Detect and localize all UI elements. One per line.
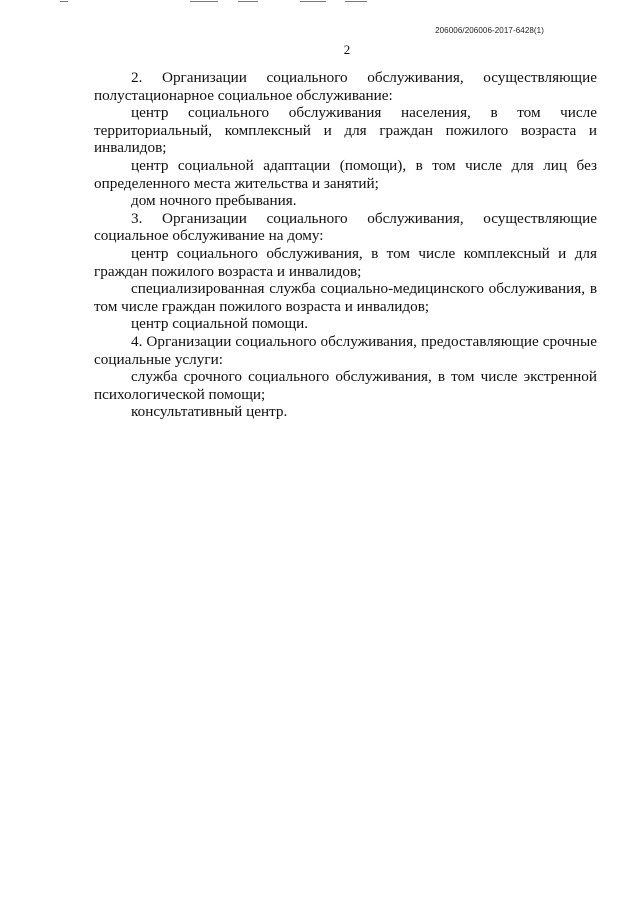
scan-artifacts — [0, 0, 640, 6]
paragraph-item: центр социальной адаптации (помощи), в том числе для лиц без определенного места жительства и занятий; — [94, 156, 597, 192]
paragraph-item: дом ночного пребывания. — [131, 192, 297, 210]
paragraph-item: центр социального обслуживания населения, в том числе территориальный, комплексный и для граждан пожилого возраста и инвалидов; — [94, 104, 597, 157]
scan-speck — [345, 1, 367, 2]
document-id: 206006/206006-2017-6428(1) — [435, 26, 544, 35]
paragraph-item: консультативный центр. — [131, 403, 288, 421]
document-body — [94, 69, 597, 421]
paragraph-item: центр социальной помощи. — [131, 315, 309, 333]
paragraph-section-4-heading: 4. Организации социального обслуживания, предоставляющие срочные социальные услуги: — [94, 332, 597, 368]
scan-speck — [238, 1, 258, 2]
paragraph-item: служба срочного социального обслуживания, в том числе экстренной психологической помощи; — [94, 368, 597, 403]
scan-speck — [300, 1, 326, 2]
paragraph-item: центр социального обслуживания, в том числе комплексный и для граждан пожилого возраста и инвалидов; — [94, 244, 597, 280]
paragraph-item: специализированная служба социально-медицинского обслуживания, в том числе граждан пожилого возраста и инвалидов; — [94, 280, 597, 315]
scan-speck — [60, 1, 68, 2]
paragraph-section-3-heading: 3. Организации социального обслуживания, осуществляющие социальное обслуживание на дому: — [94, 209, 597, 245]
paragraph-section-2-heading: 2. Организации социального обслуживания, осуществляющие полустационарное социальное обслуживание: — [94, 69, 597, 104]
page-number: 2 — [343, 42, 351, 57]
scan-speck — [190, 1, 218, 2]
